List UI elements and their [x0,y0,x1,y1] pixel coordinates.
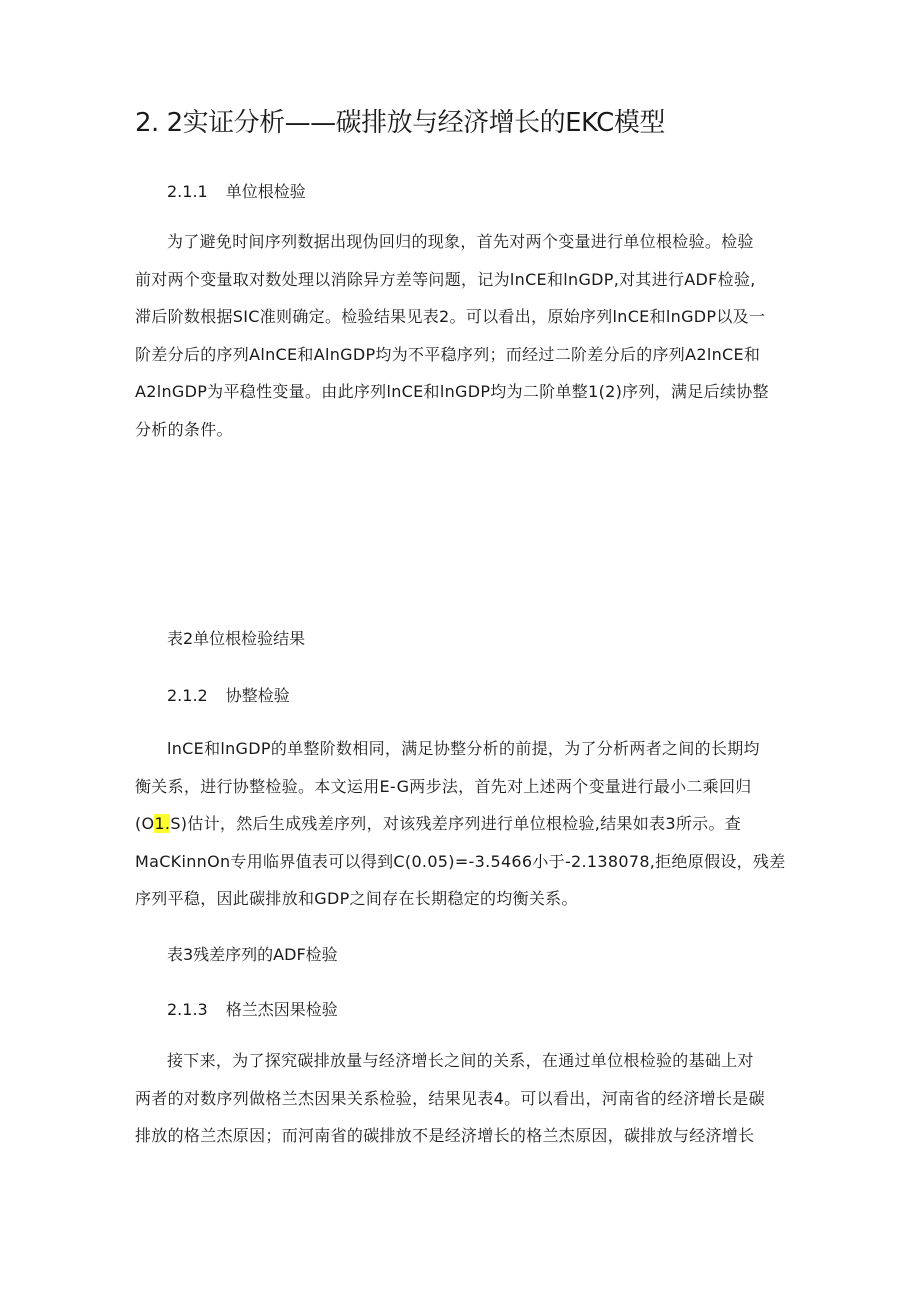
paragraph-line: 两者的对数序列做格兰杰因果关系检验，结果见表4。可以看出，河南省的经济增长是碳 [135,1088,765,1108]
paragraph-line: 排放的格兰杰原因；而河南省的碳排放不是经济增长的格兰杰原因，碳排放与经济增长 [135,1126,755,1145]
paragraph-line [135,805,795,843]
paragraph-line: 前对两个变量取对数处理以消除异方差等问题，记为lnCE和lnGDP,对其进行ADF检验, [135,269,756,289]
subsection-number: 2.1.1 [167,182,208,201]
paragraph-line: 滞后阶数根据SIC准则确定。检验结果见表2。可以看出，原始序列lnCE和lnGDP以及一 [135,307,766,326]
paragraph-line: lnCE和lnGDP的单整阶数相同，满足协整分析的前提，为了分析两者之间的长期均 [167,739,760,758]
paragraph-line: MaCKinnOn专用临界值表可以得到C(0.05)=-3.5466小于-2.138078,拒绝原假设，残差 [135,851,786,871]
subsection-heading-cointegration [167,684,290,708]
paragraph-line: 衡关系，进行协整检验。本文运用E-G两步法，首先对上述两个变量进行最小二乘回归 [135,776,752,796]
subsection-heading-granger [167,998,338,1022]
paragraph-line: 为了避免时间序列数据出现伪回归的现象，首先对两个变量进行单位根检验。检验 [167,232,754,251]
subsection-heading-unit-root [167,180,306,204]
subsection-number: 2.1.2 [167,686,208,705]
paragraph-granger [135,1042,795,1155]
line-text: S)估计，然后生成残差序列，对该残差序列进行单位根检验,结果如表3所示。查 [170,814,742,833]
table-3-caption: 表3残差序列的ADF检验 [167,945,338,964]
paragraph-line: 接下来，为了探究碳排放量与经济增长之间的关系，在通过单位根检验的基础上对 [167,1051,754,1070]
subsection-title: 协整检验 [225,686,290,705]
paragraph-unit-root [135,223,795,448]
subsection-title: 单位根检验 [225,182,306,201]
text-highlight: 1. [154,814,171,833]
line-text: (O [135,814,155,833]
paragraph-line: 阶差分后的序列AlnCE和AlnGDP均为不平稳序列；而经过二阶差分后的序列A2lnCE和 [135,344,761,364]
table-2-caption: 表2单位根检验结果 [167,629,306,648]
paragraph-line: A2lnGDP为平稳性变量。由此序列lnCE和lnGDP均为二阶单整1(2)序列，满足后续协整 [135,382,769,401]
paragraph-line: 序列平稳，因此碳排放和GDP之间存在长期稳定的均衡关系。 [135,889,578,908]
paragraph-line: 分析的条件。 [135,419,233,439]
section-title: 2. 2实证分析——碳排放与经济增长的EKC模型 [135,108,665,138]
subsection-number: 2.1.3 [167,1000,208,1019]
paragraph-cointegration [135,730,795,918]
subsection-title: 格兰杰因果检验 [225,1000,338,1019]
